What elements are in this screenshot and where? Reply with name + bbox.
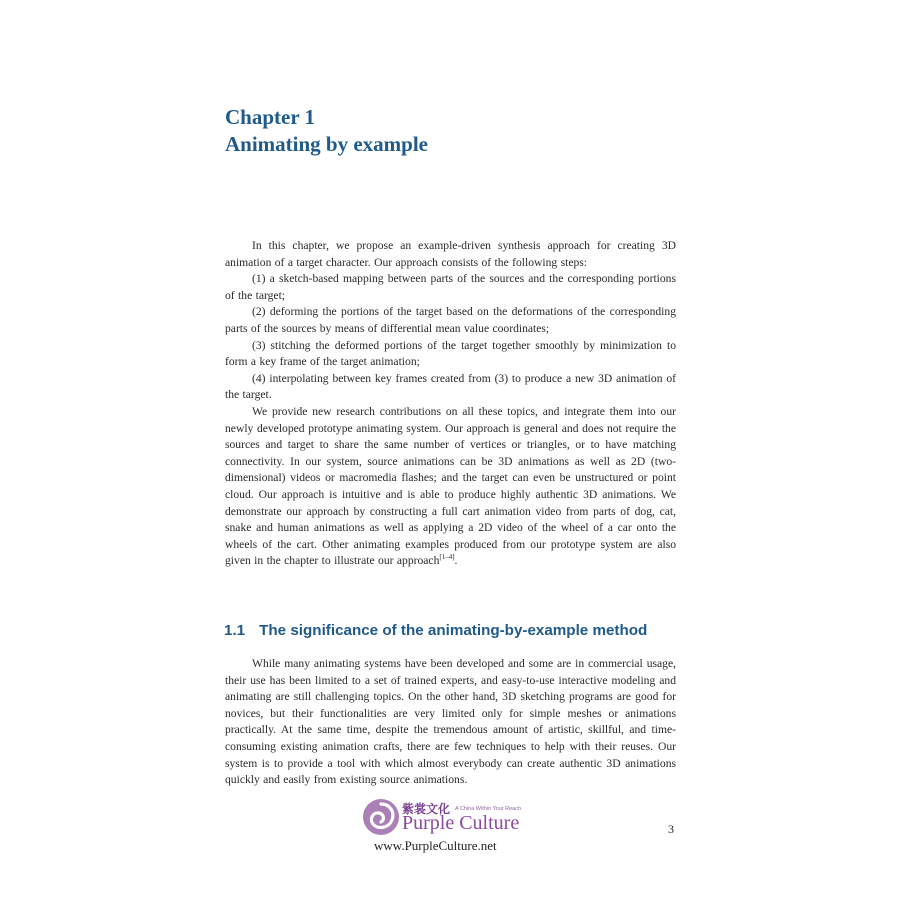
watermark-brand-name: Purple Culture	[402, 812, 520, 834]
contributions-paragraph	[225, 404, 676, 570]
contributions-end: .	[454, 554, 458, 568]
step-1: (1) a sketch-based mapping between parts of the sources and the corresponding portions of the target;	[225, 272, 676, 302]
step-3: (3) stitching the deformed portions of the target together smoothly by minimization to form a key frame of the target animation;	[225, 338, 676, 369]
step-2: (2) deforming the portions of the target based on the deformations of the corresponding parts of the sources by means of differential mean value coordinates;	[225, 305, 676, 335]
chapter-label: Chapter 1	[225, 105, 316, 129]
section-heading	[224, 621, 647, 641]
chapter-heading	[225, 104, 428, 158]
watermark-url: www.PurpleCulture.net	[374, 838, 497, 853]
intro-text	[225, 238, 676, 570]
section-title: The significance of the animating-by-example method	[259, 622, 648, 639]
purple-culture-watermark	[362, 796, 562, 856]
section-number: 1.1	[224, 622, 246, 639]
step-4: (4) interpolating between key frames created from (3) to produce a new 3D animation of the target.	[225, 371, 676, 402]
chapter-title: Animating by example	[225, 132, 429, 156]
citation: [1–4]	[439, 553, 455, 562]
contributions-text: We provide new research contributions on all these topics, and integrate them into our newly developed prototype animating system. Our approach is general and does not require the sources and target to share the same number of vertices or triangles, or to have matching connectivity. In our system, source animations can be 3D animations as well as 2D (two-dimensional) videos or macromedia flashes; and the target can even be unstructured or point cloud. Our approach is intuitive and is able to produce highly authentic 3D animations. We demonstrate our approach by constructing a full cart animation video from parts of dog, cat, snake and human animations as well as applying a 2D video of the wheel of a car onto the wheels of the cart. Other animating examples produced from our prototype system are also given in the chapter to illustrate our approach	[225, 404, 676, 568]
section-paragraph: While many animating systems have been developed and some are in commercial usage, their use has been limited to a set of trained experts, and easy-to-use interactive modeling and animating are still challenging topics. On the other hand, 3D sketching programs are good for novices, but their functionalities are very limited only for simple meshes or animations practically. At the same time, despite the tremendous amount of artistic, skillful, and time-consuming existing animation crafts, there are few techniques to help with their reuses. Our system is to provide a tool with which almost everybody can create authentic 3D animations quickly and easily from existing source animations.	[225, 657, 676, 787]
watermark-tagline: A China Within Your Reach	[455, 806, 522, 812]
watermark-chinese-name: 紫裳文化	[402, 802, 451, 816]
section-text	[225, 656, 676, 789]
page-number: 3	[668, 822, 674, 836]
purple-culture-logo-icon	[362, 798, 400, 836]
intro-paragraph: In this chapter, we propose an example-driven synthesis approach for creating 3D animation of a target character. Our approach consists of the following steps:	[225, 239, 676, 269]
